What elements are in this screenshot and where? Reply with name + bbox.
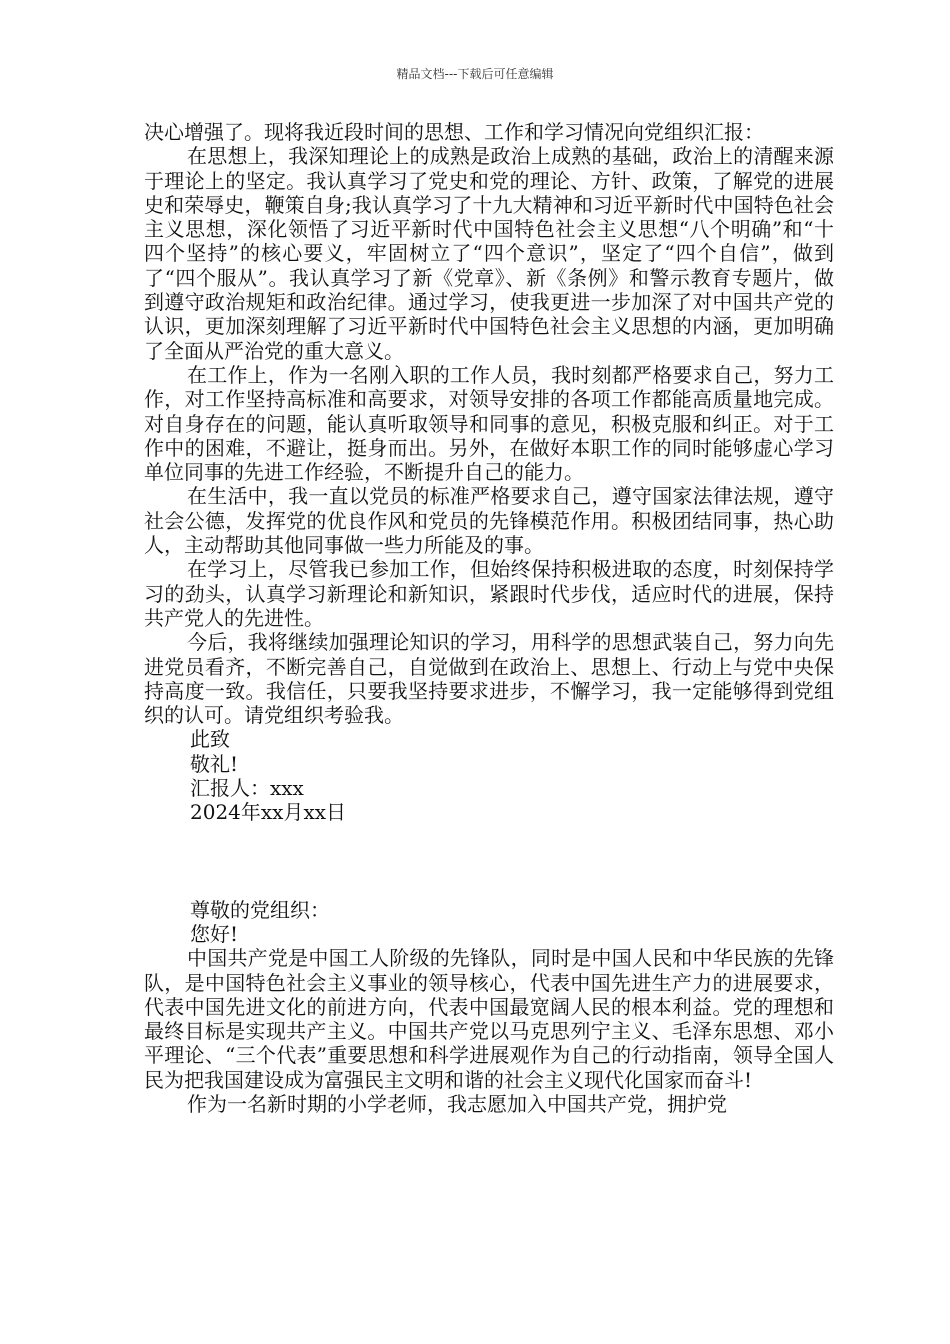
paragraph: 在生活中，我一直以党员的标准严格要求自己，遵守国家法律法规，遵守社会公德，发挥党的优良作风和党员的先锋模范作用。积极团结同事，热心助人，主动帮助其他同事做一些力所能及的事。	[144, 484, 834, 558]
closing-salute: 此致	[190, 727, 230, 752]
reporter-signature: 汇报人：xxx	[190, 776, 304, 801]
paragraph: 作为一名新时期的小学老师，我志愿加入中国共产党，拥护党	[187, 1091, 727, 1116]
section-gap	[144, 825, 834, 898]
paragraph: 在工作上，作为一名刚入职的工作人员，我时刻都严格要求自己，努力工作，对工作坚持高标准和高要求，对领导安排的各项工作都能高质量地完成。对自身存在的问题，能认真听取领导和同事的意见，积极克服和纠正。对于工作中的困难，不避让，挺身而出。另外，在做好本职工作的同时能够虚心学习单位同事的先进工作经验，不断提升自己的能力。	[144, 362, 834, 485]
paragraph: 中国共产党是中国工人阶级的先锋队，同时是中国人民和中华民族的先锋队，是中国特色社会主义事业的领导核心，代表中国先进生产力的进展要求，代表中国先进文化的前进方向，代表中国最宽阔人民的根本利益。党的理想和最终目标是实现共产主义。中国共产党以马克思列宁主义、毛泽东思想、邓小平理论、“三个代表”重要思想和科学进展观作为自己的行动指南，领导全国人民为把我国建设成为富强民主文明和谐的社会主义现代化国家而奋斗!	[144, 946, 834, 1092]
closing-regards: 敬礼!	[190, 751, 239, 776]
document-body	[144, 120, 834, 1116]
report-date: 2024年xx月xx日	[190, 800, 347, 825]
paragraph: 决心增强了。现将我近段时间的思想、工作和学习情况向党组织汇报：	[144, 120, 764, 144]
letter-hello: 您好!	[190, 921, 239, 946]
paragraph: 今后，我将继续加强理论知识的学习，用科学的思想武装自己，努力向先进党员看齐，不断完善自己，自觉做到在政治上、思想上、行动上与党中央保持高度一致。我信任，只要我坚持要求进步，不懈学习，我一定能够得到党组织的认可。请党组织考验我。	[144, 630, 834, 728]
letter-greeting: 尊敬的党组织：	[190, 897, 330, 922]
paragraph: 在思想上，我深知理论上的成熟是政治上成熟的基础，政治上的清醒来源于理论上的坚定。我认真学习了党史和党的理论、方针、政策，了解党的进展史和荣辱史，鞭策自身;我认真学习了十九大精神和习近平新时代中国特色社会主义思想，深化领悟了习近平新时代中国特色社会主义思想“八个明确”和“十四个坚持”的核心要义，牢固树立了“四个意识”，坚定了“四个自信”，做到了“四个服从”。我认真学习了新《党章》、新《条例》和警示教育专题片，做到遵守政治规矩和政治纪律。通过学习，使我更进一步加深了对中国共产党的认识，更加深刻理解了习近平新时代中国特色社会主义思想的内涵，更加明确了全面从严治党的重大意义。	[144, 144, 834, 363]
paragraph: 在学习上，尽管我已参加工作，但始终保持积极进取的态度，时刻保持学习的劲头，认真学习新理论和新知识，紧跟时代步伐，适应时代的进展，保持共产党人的先进性。	[144, 557, 834, 630]
page-header: 精品文档---下载后可任意编辑	[396, 67, 554, 81]
